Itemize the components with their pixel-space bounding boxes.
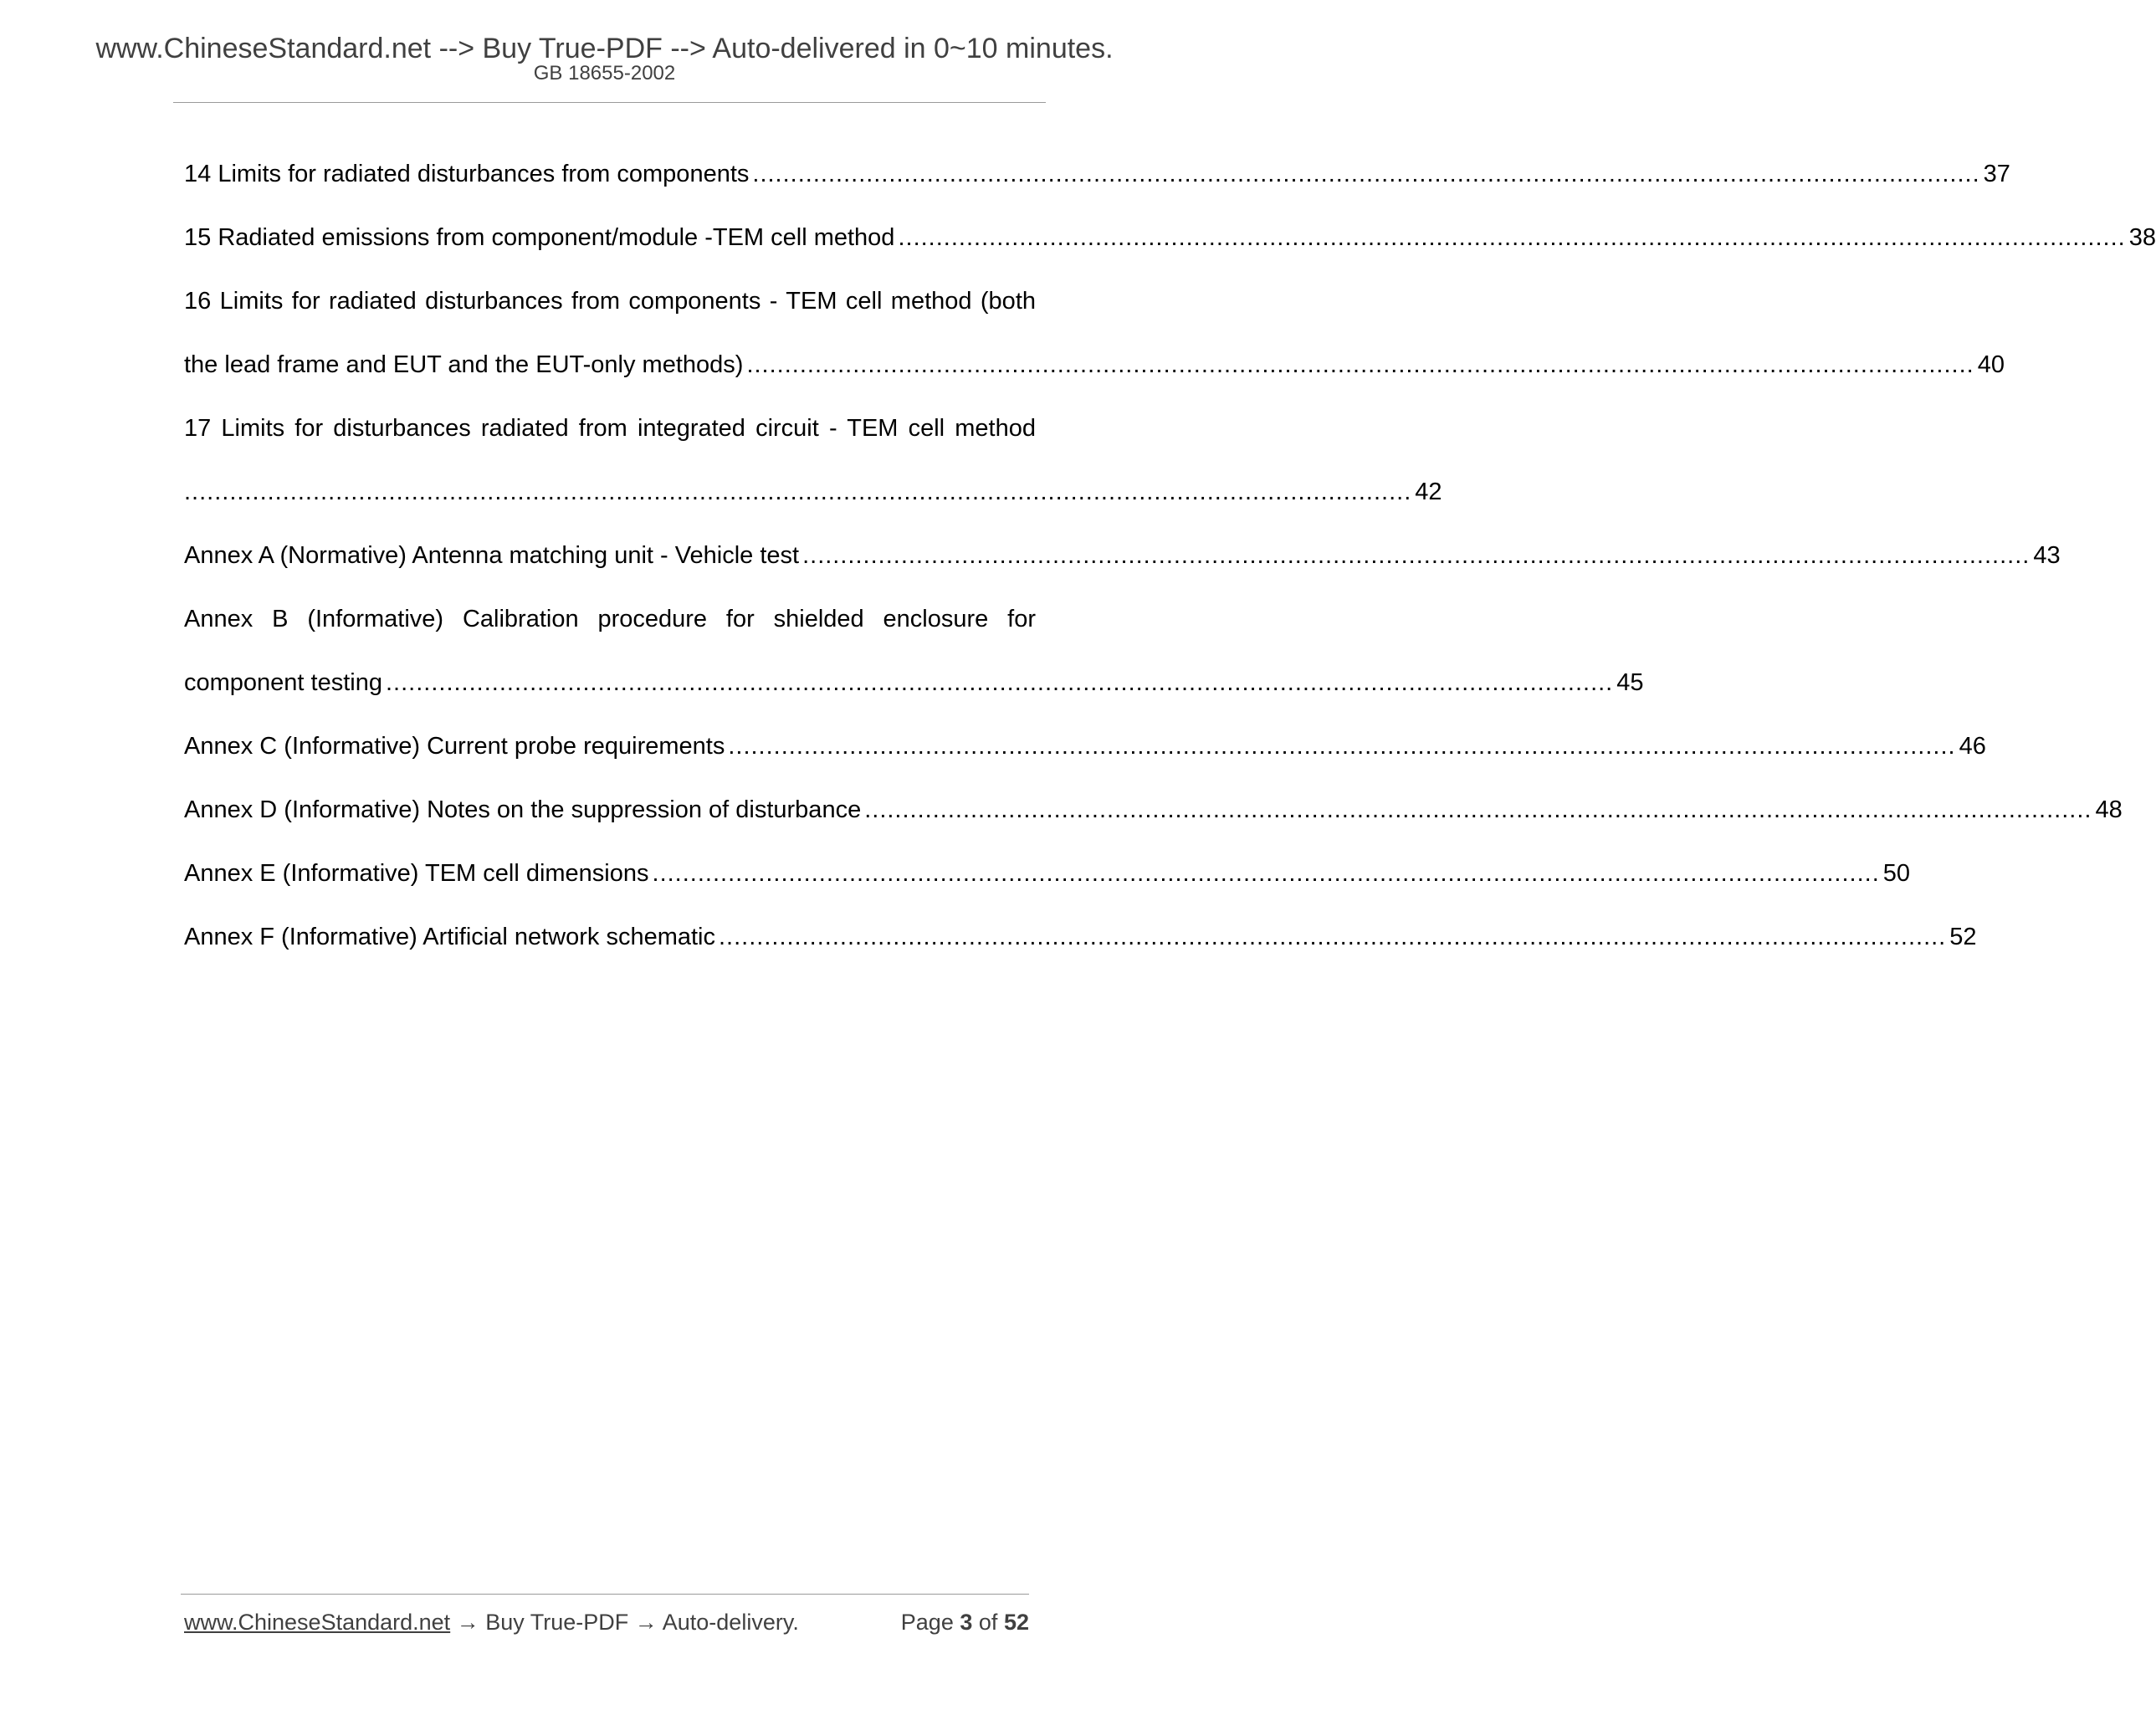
toc-entry-15[interactable]	[184, 206, 2156, 269]
toc-leader-dots: ..................................................................................................................................................................	[864, 796, 2092, 823]
page-current: 3	[960, 1610, 973, 1635]
toc-leader-dots: ..................................................................................................................................................................	[728, 733, 1956, 760]
toc-entry-page: 45	[1616, 669, 1644, 696]
page-number	[901, 1608, 1029, 1636]
toc-entry-16[interactable]	[184, 333, 2005, 397]
toc-entry-title: Annex E (Informative) TEM cell dimensions	[184, 860, 649, 887]
page-of-label: of	[978, 1610, 998, 1635]
site-link[interactable]: www.ChineseStandard.net	[184, 1610, 451, 1635]
toc-leader-dots: ..................................................................................................................................................................	[746, 351, 1974, 378]
page-footer	[184, 1608, 1029, 1636]
toc-entry-title: component testing	[184, 669, 382, 696]
toc-leader-dots: ..................................................................................................................................................................	[718, 924, 1947, 950]
site-banner: www.ChineseStandard.net --> Buy True-PDF --> Auto-delivered in 0~10 minutes.	[95, 33, 1114, 64]
toc-entry-16-line1[interactable]: 16 Limits for radiated disturbances from components - TEM cell method (both	[184, 288, 1036, 315]
toc-entry-title: 15 Radiated emissions from component/module -TEM cell method	[184, 224, 895, 251]
toc-entry-annex-d[interactable]	[184, 778, 2123, 842]
toc-entry-page: 50	[1882, 860, 1911, 887]
page-label: Page	[900, 1610, 954, 1635]
toc-leader-dots: ..................................................................................................................................................................	[898, 224, 2126, 251]
page-total: 52	[1003, 1610, 1029, 1635]
footer-divider	[181, 1594, 1029, 1595]
toc-leader-dots: ..................................................................................................................................................................	[802, 542, 2031, 569]
toc-entry-page: 52	[1949, 924, 1977, 950]
toc-entry-17[interactable]	[184, 460, 1442, 524]
toc-entry-annex-b[interactable]	[184, 651, 1644, 714]
toc-entry-annex-c[interactable]	[184, 714, 1986, 778]
header-divider	[173, 102, 1046, 103]
toc-entry-annex-b-line1[interactable]: Annex B (Informative) Calibration procedure for shielded enclosure for	[184, 606, 1036, 632]
toc-leader-dots: ..................................................................................................................................................................	[652, 860, 1880, 887]
toc-leader-dots: ..................................................................................................................................................................	[752, 161, 1980, 187]
toc-entry-page: 43	[2033, 542, 2061, 569]
document-code: GB 18655-2002	[533, 62, 676, 84]
toc-entry-page: 37	[1983, 161, 2010, 187]
toc-leader-dots: ..................................................................................................................................................................	[184, 479, 1412, 505]
toc-entry-title: Annex A (Normative) Antenna matching unit - Vehicle test	[184, 542, 800, 569]
toc-entry-title: Annex C (Informative) Current probe requirements	[184, 733, 725, 760]
toc-entry-page: 46	[1959, 733, 1986, 760]
toc-entry-annex-f[interactable]	[184, 905, 1977, 969]
table-of-contents	[184, 142, 2156, 969]
toc-entry-annex-a[interactable]	[184, 524, 2061, 587]
toc-entry-annex-e[interactable]	[184, 842, 1911, 905]
footer-left	[184, 1608, 799, 1636]
toc-entry-14[interactable]	[184, 142, 2010, 206]
toc-leader-dots: ..................................................................................................................................................................	[385, 669, 1614, 696]
toc-entry-17-line1[interactable]: 17 Limits for disturbances radiated from integrated circuit - TEM cell method	[184, 415, 1036, 442]
toc-entry-title: the lead frame and EUT and the EUT-only methods)	[184, 351, 744, 378]
toc-entry-page: 42	[1415, 479, 1442, 505]
footer-tagline: → Buy True-PDF → Auto-delivery.	[456, 1610, 799, 1635]
toc-entry-page: 38	[2128, 224, 2156, 251]
toc-entry-page: 48	[2095, 796, 2123, 823]
toc-entry-page: 40	[1977, 351, 2005, 378]
toc-entry-title: 14 Limits for radiated disturbances from components	[184, 161, 750, 187]
toc-entry-title: Annex F (Informative) Artificial network schematic	[184, 924, 715, 950]
toc-entry-title: Annex D (Informative) Notes on the suppression of disturbance	[184, 796, 862, 823]
